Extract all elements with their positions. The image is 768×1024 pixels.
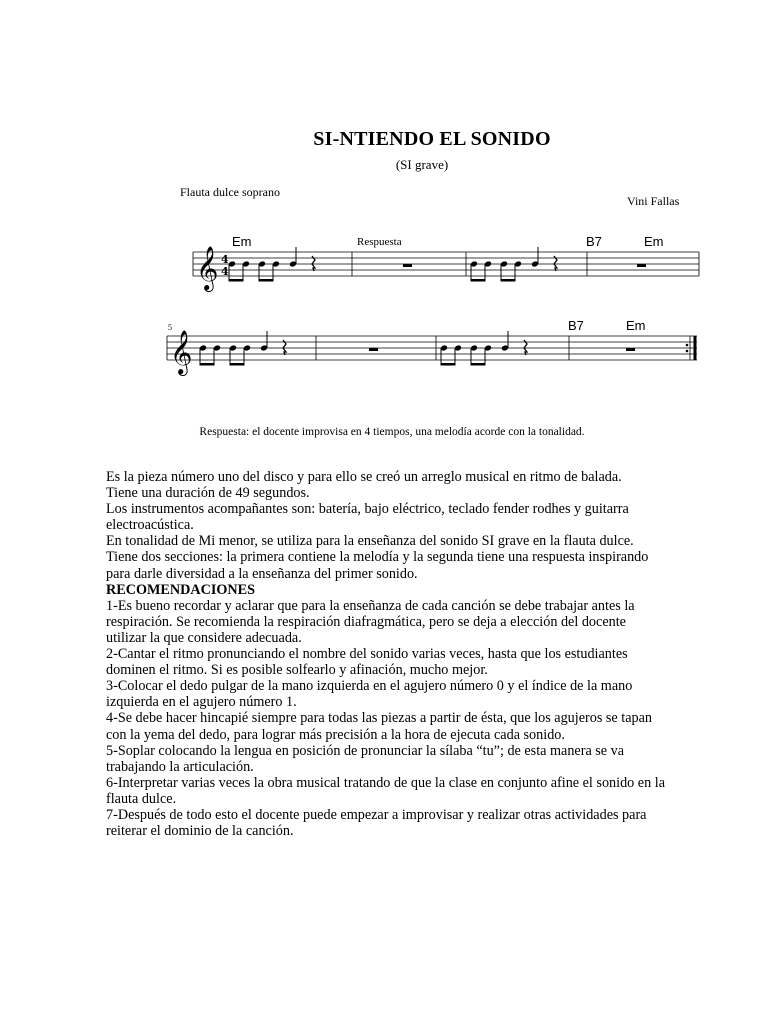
sheet-music xyxy=(0,0,768,420)
treble-clef-icon: 𝄞 xyxy=(196,246,219,290)
recommendation-item: 2-Cantar el ritmo pronunciando el nombre del sonido varias veces, hasta que los estudiantes dominen el ritmo. Si es posible solfearlo y afinación, mucho mejor. xyxy=(106,646,628,679)
recommendation-item: 1-Es bueno recordar y aclarar que para la enseñanza de cada canción se debe trabajar antes la respiración. Se recomienda la respiración diafragmática, pero se deja a elección del docente utilizar la que considere adecuada. xyxy=(106,597,635,646)
time-signature: 4 xyxy=(221,253,229,266)
recommendation-item: 3-Colocar el dedo pulgar de la mano izquierda en el agujero número 0 y el índice de la mano izquierda en el agujero número 1. xyxy=(106,678,633,711)
time-signature: 4 xyxy=(221,265,229,278)
recommendation-item: 4-Se debe hacer hincapié siempre para todas las piezas a partir de ésta, que los agujeros se tapan con la yema del dedo, para lograr más precisión a la hora de ejecuta cada sonido. xyxy=(106,710,652,743)
description-line: Tiene dos secciones: la primera contiene la melodía y la segunda tiene una respuesta inspirando para darle diversidad a la enseñanza del primer sonido. xyxy=(106,549,649,582)
description-line: Los instrumentos acompañantes son: batería, bajo eléctrico, teclado fender rodhes y guitarra electroacústica. xyxy=(106,501,629,534)
beam xyxy=(229,279,244,282)
respuesta-mark: Respuesta xyxy=(357,236,402,248)
chord-b7-2: B7 xyxy=(568,318,584,333)
beam xyxy=(200,363,215,366)
song-title: SI-NTIENDO EL SONIDO xyxy=(313,128,551,150)
beam xyxy=(471,279,486,282)
recommendation-item: 5-Soplar colocando la lengua en posición de pronunciar la sílaba “tu”; de esta manera se va trabajando la articulación. xyxy=(106,742,625,775)
whole-rest xyxy=(626,348,635,351)
beam xyxy=(441,363,456,366)
repeat-dot xyxy=(686,344,689,347)
recommendation-item: 7-Después de todo esto el docente puede empezar a improvisar y realizar otras actividades para reiterar el dominio de la canción. xyxy=(106,806,647,840)
beam xyxy=(230,363,245,366)
song-subtitle: (SI grave) xyxy=(395,157,449,172)
description-line: Tiene una duración de 49 segundos. xyxy=(106,485,310,502)
chord-em-1: Em xyxy=(232,234,252,249)
beam xyxy=(259,279,274,282)
description-line: Es la pieza número uno del disco y para ello se creó un arreglo musical en ritmo de balada. xyxy=(106,469,622,485)
measure-number: 5 xyxy=(168,323,172,332)
repeat-dot xyxy=(686,350,689,353)
beam xyxy=(501,279,516,282)
recommendation-item: 6-Interpretar varias veces la obra musical tratando de que la clase en conjunto afine el sonido en la flauta dulce. xyxy=(106,774,665,807)
staff-system-1 xyxy=(193,252,699,276)
description-line: En tonalidad de Mi menor, se utiliza para la enseñanza del sonido SI grave en la flauta dulce. xyxy=(106,533,634,550)
chord-b7-1: B7 xyxy=(586,234,602,249)
beam xyxy=(471,363,486,366)
whole-rest xyxy=(369,348,378,351)
whole-rest xyxy=(637,264,646,267)
recommendations-heading: RECOMENDACIONES xyxy=(106,581,255,598)
composer-label: Vini Fallas xyxy=(627,194,680,208)
respuesta-caption: Respuesta: el docente improvisa en 4 tiempos, una melodía acorde con la tonalidad. xyxy=(199,426,585,438)
treble-clef-icon: 𝄞 xyxy=(170,330,193,374)
body-text xyxy=(106,469,666,839)
instrument-label: Flauta dulce soprano xyxy=(180,185,280,199)
chord-em-2: Em xyxy=(644,234,664,249)
whole-rest xyxy=(403,264,412,267)
chord-em-3: Em xyxy=(626,318,646,333)
